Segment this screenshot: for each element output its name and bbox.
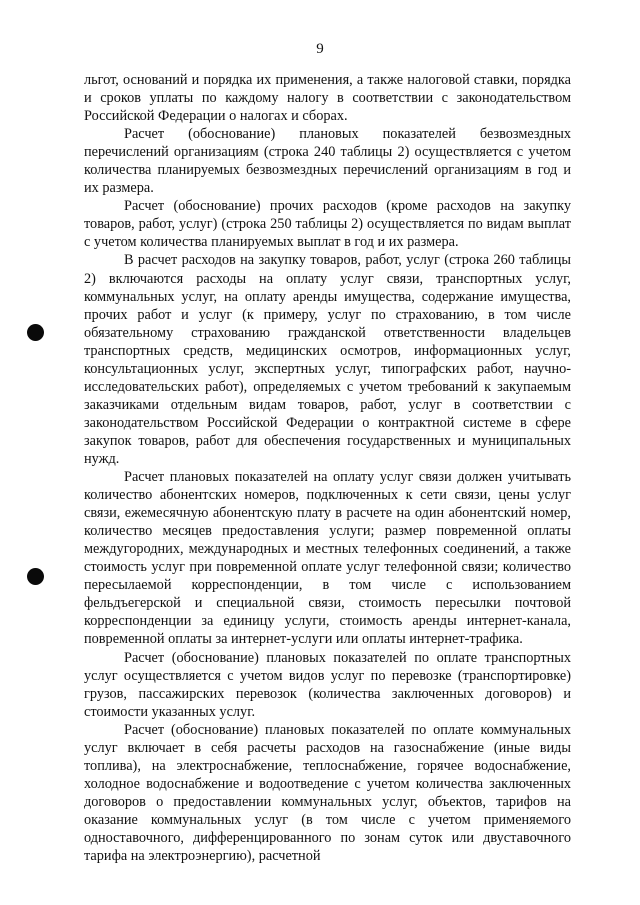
binder-hole-top	[27, 324, 44, 341]
document-body	[84, 71, 571, 865]
paragraph-communication: Расчет плановых показателей на оплату услуг связи должен учитывать количество абонентских номеров, подключенных к сети связи, цены услуг связи, ежемесячную абонентскую плату в расчете на один абонентский номер, количество месяцев предоставления услуги; размер повременной оплаты междугородних, международных и местных телефонных соединений, а также стоимость услуг при повременной оплате услуг телефонной связи; количество пересылаемой корреспонденции, в том числе с использованием фельдъегерской и специальной связи, стоимость пересылки почтовой корреспонденции за единицу услуги, стоимость аренды интернет-канала, повременной оплаты за интернет-услуги или оплаты интернет-трафика.	[84, 469, 571, 648]
paragraph-grants: Расчет (обоснование) плановых показателей безвозмездных перечислений организациям (строка 240 таблицы 2) осуществляется с учетом количества планируемых безвозмездных перечислений организациям в год и их размера.	[84, 126, 571, 197]
paragraph-transport: Расчет (обоснование) плановых показателей по оплате транспортных услуг осуществляется с учетом видов услуг по перевозке (транспортировке) грузов, пассажирских перевозок (количества заключенных договоров) и стоимости указанных услуг.	[84, 649, 571, 720]
paragraph-procurement: В расчет расходов на закупку товаров, работ, услуг (строка 260 таблицы 2) включаются расходы на оплату услуг связи, транспортных услуг, коммунальных услуг, на оплату аренды имущества, содержание имущества, прочих работ и услуг (к примеру, услуг по страхованию, в том числе обязательному страхованию гражданской ответственности владельцев транспортных средств, медицинских осмотров, информационных услуг, консультационных услуг, экспертных услуг, типографских работ, научно-исследовательских работ), определяемых с учетом требований к закупаемым заказчиками отдельным видам товаров, работ, услуг в соответствии с законодательством Российской Федерации о контрактной системе в сфере закупок товаров, работ для обеспечения государственных и муниципальных нужд.	[84, 252, 571, 467]
paragraph-continued: льгот, оснований и порядка их применения, а также налоговой ставки, порядка и сроков уплаты по каждому налогу в соответствии с законодательством Российской Федерации о налогах и сборах.	[84, 72, 571, 125]
paragraph-other-expenses: Расчет (обоснование) прочих расходов (кроме расходов на закупку товаров, работ, услуг) (строка 250 таблицы 2) осуществляется по видам выплат с учетом количества планируемых выплат в год и их размера.	[84, 198, 571, 251]
page-number: 9	[316, 41, 324, 57]
binder-hole-bottom	[27, 568, 44, 585]
paragraph-utilities: Расчет (обоснование) плановых показателей по оплате коммунальных услуг включает в себя расчеты расходов на газоснабжение (иные виды топлива), на электроснабжение, теплоснабжение, горячее водоснабжение, холодное водоснабжение и водоотведение с учетом количества заключенных договоров о предоставлении коммунальных услуг, объектов, тарифов на оказание коммунальных услуг (в том числе с учетом применяемого одноставочного, дифференцированного по зонам суток или двуставочного тарифа на электроэнергию), расчетной	[84, 721, 571, 865]
